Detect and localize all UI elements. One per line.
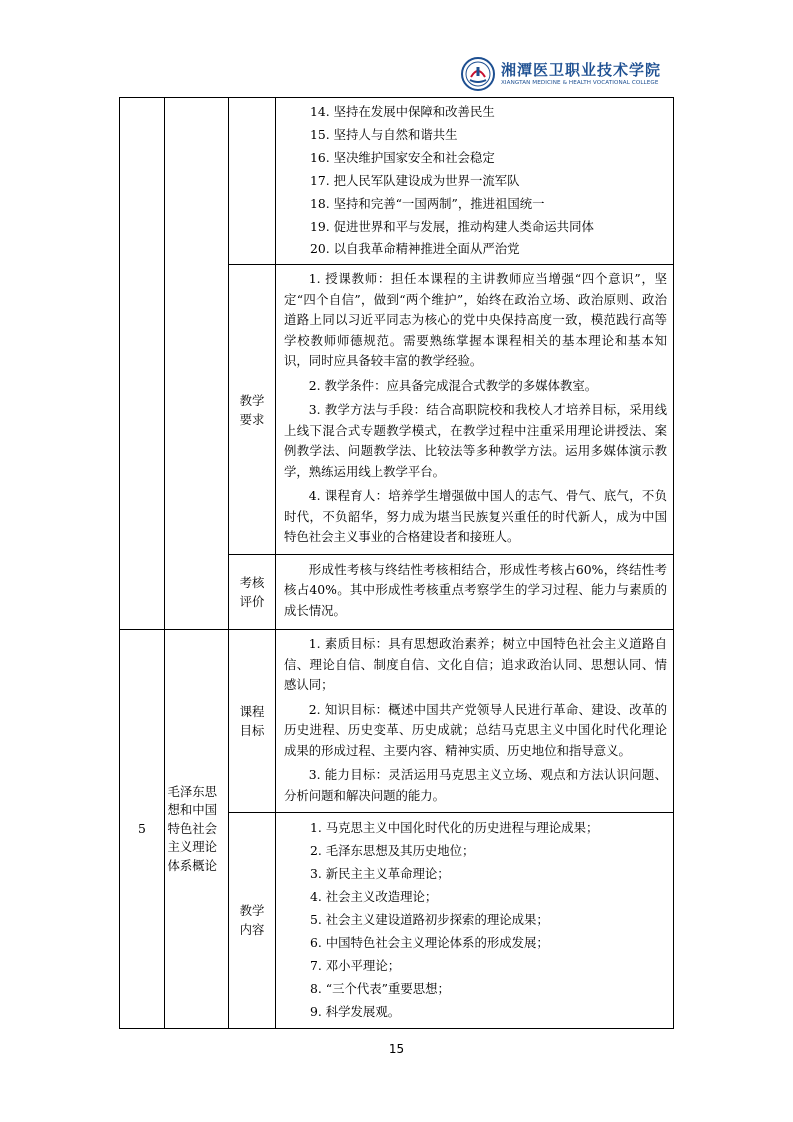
section-label-cell [229,265,276,555]
requirements-label: 教学要求 [239,392,265,427]
list-item: 7. 邓小平理论； [310,957,401,973]
curriculum-table [119,97,674,1029]
list-item: 5. 社会主义建设道路初步探索的理论成果； [310,911,549,927]
course-name-cell [165,98,229,630]
list-item: 16. 坚决维护国家安全和社会稳定 [310,149,495,165]
list-item: 8. “三个代表”重要思想； [310,980,450,996]
assessment-cell [276,554,674,630]
table-row [120,630,674,813]
list-item: 3. 新民主主义革命理论； [310,866,450,882]
page-number: 15 [388,1042,405,1056]
requirements-cell [276,265,674,555]
section-label-cell [229,813,276,1028]
course-number: 5 [138,821,146,837]
content-label: 教学内容 [239,903,265,938]
table-row [120,98,674,265]
requirement-paragraph: 3. 教学方法与手段：结合高职院校和我校人才培养目标，采用线上线下混合式专题教学模式，在教学过程中注重采用理论讲授法、案例教学法、问题教学法、比较法等多种教学方法。运用多媒体演示教学，熟练运用线上教学平台。 [284,402,667,479]
list-item: 1. 马克思主义中国化时代化的历史进程与理论成果； [310,820,599,836]
course-name: 毛泽东思想和中国特色社会主义理论体系概论 [167,783,218,873]
objectives-label: 课程目标 [239,704,265,739]
course-number-cell [120,630,165,1028]
assessment-label: 考核评价 [239,575,265,610]
requirement-paragraph: 4. 课程育人：培养学生增强做中国人的志气、骨气、底气，不负时代，不负韶华，努力成为堪当民族复兴重任的时代新人，成为中国特色社会主义事业的合格建设者和接班人。 [284,488,667,545]
list-item: 15. 坚持人与自然和谐共生 [310,126,458,142]
list-item: 6. 中国特色社会主义理论体系的形成发展； [310,934,549,950]
list-item: 4. 社会主义改造理论； [310,889,438,905]
content-list-cell [276,813,674,1028]
objectives-cell [276,630,674,813]
objective-paragraph: 1. 素质目标：具有思想政治素养；树立中国特色社会主义道路自信、理论自信、制度自信、文化自信；追求政治认同、思想认同、情感认同； [284,636,667,693]
section-label-cell [229,554,276,630]
school-name-cn: 湘潭医卫职业技术学院 [501,61,662,79]
list-item: 18. 坚持和完善“一国两制”，推进祖国统一 [310,195,545,211]
section-label-cell [229,630,276,813]
school-name-en: XIANGTAN MEDICINE & HEALTH VOCATIONAL COLLEGE [501,80,659,86]
course-name-cell [165,630,229,1028]
course-number-cell [120,98,165,630]
objective-paragraph: 2. 知识目标：概述中国共产党领导人民进行革命、建设、改革的历史进程、历史变革、历史成就；总结马克思主义中国化时代化理论成果的形成过程、主要内容、精神实质、历史地位和指导意义。 [284,701,667,758]
section-label-cell [229,98,276,265]
requirement-paragraph: 1. 授课教师：担任本课程的主讲教师应当增强“四个意识”，坚定“四个自信”，做到“两个维护”，始终在政治立场、政治原则、政治道路上同以习近平同志为核心的党中央保持高度一致，模范践行高等学校教师师德规范。需要熟练掌握本课程相关的基本理论和基本知识，同时应具备较丰富的教学经验。 [284,271,667,369]
content-list-cell [276,98,674,265]
school-emblem-icon [461,57,495,91]
requirement-paragraph: 2. 教学条件：应具备完成混合式教学的多媒体教室。 [308,377,598,393]
content-list [276,98,673,264]
list-item: 17. 把人民军队建设成为世界一流军队 [310,172,520,188]
list-item: 14. 坚持在发展中保障和改善民生 [310,104,495,119]
content-list [276,813,673,1027]
list-item: 9. 科学发展观。 [310,1003,401,1019]
school-logo [461,57,671,93]
objective-paragraph: 3. 能力目标：灵活运用马克思主义立场、观点和方法认识问题、分析问题和解决问题的能力。 [284,767,667,803]
list-item: 20. 以自我革命精神推进全面从严治党 [310,241,520,257]
list-item: 19. 促进世界和平与发展，推动构建人类命运共同体 [310,218,594,234]
assessment-paragraph: 形成性考核与终结性考核相结合，形成性考核占60%，终结性考核占40%。其中形成性考核重点考察学生的学习过程、能力与素质的成长情况。 [284,561,667,618]
list-item: 2. 毛泽东思想及其历史地位； [310,843,475,859]
